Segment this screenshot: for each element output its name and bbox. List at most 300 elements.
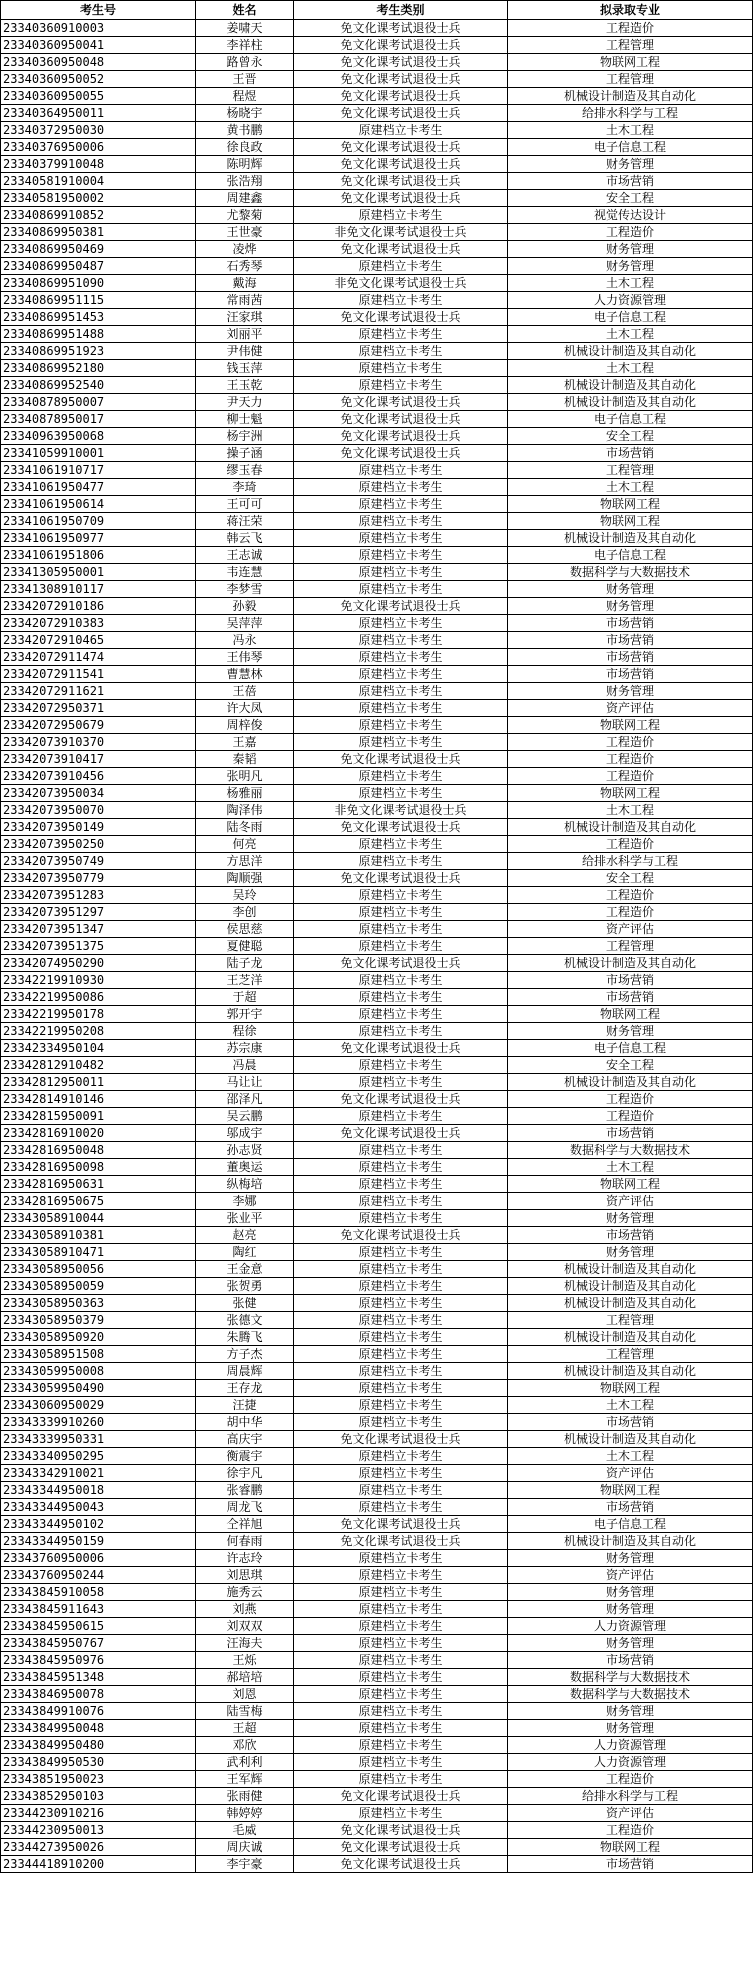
exam-id-cell: 23340963950068 (1, 428, 196, 445)
exam-id-cell: 23340869951115 (1, 292, 196, 309)
category-cell: 原建档立卡考生 (294, 1074, 508, 1091)
name-cell: 仝祥旭 (196, 1516, 294, 1533)
category-cell: 原建档立卡考生 (294, 1414, 508, 1431)
exam-id-cell: 23340360950048 (1, 54, 196, 71)
name-cell: 李琦 (196, 479, 294, 496)
major-cell: 市场营销 (508, 1227, 753, 1244)
name-cell: 许志玲 (196, 1550, 294, 1567)
major-cell: 市场营销 (508, 989, 753, 1006)
exam-id-cell: 23343849950480 (1, 1737, 196, 1754)
exam-id-cell: 23343845950976 (1, 1652, 196, 1669)
major-cell: 工程造价 (508, 1771, 753, 1788)
category-cell: 原建档立卡考生 (294, 700, 508, 717)
table-row (1, 1380, 753, 1397)
exam-id-cell: 23343344950159 (1, 1533, 196, 1550)
category-cell: 原建档立卡考生 (294, 734, 508, 751)
major-cell: 财务管理 (508, 1244, 753, 1261)
table-row (1, 734, 753, 751)
exam-id-cell: 23340869952540 (1, 377, 196, 394)
name-cell: 张雨健 (196, 1788, 294, 1805)
category-cell: 原建档立卡考生 (294, 581, 508, 598)
category-cell: 免文化课考试退役士兵 (294, 1125, 508, 1142)
category-cell: 原建档立卡考生 (294, 1601, 508, 1618)
name-cell: 汪海夫 (196, 1635, 294, 1652)
name-cell: 王蓓 (196, 683, 294, 700)
name-cell: 姜啸天 (196, 20, 294, 37)
major-cell: 财务管理 (508, 1210, 753, 1227)
exam-id-cell: 23344230950013 (1, 1822, 196, 1839)
major-cell: 市场营销 (508, 649, 753, 666)
major-cell: 财务管理 (508, 1023, 753, 1040)
major-cell: 市场营销 (508, 972, 753, 989)
major-cell: 安全工程 (508, 870, 753, 887)
exam-id-cell: 23340581910004 (1, 173, 196, 190)
table-row (1, 445, 753, 462)
exam-id-cell: 23342219950178 (1, 1006, 196, 1023)
table-row (1, 1788, 753, 1805)
name-cell: 夏健聪 (196, 938, 294, 955)
table-row (1, 258, 753, 275)
category-cell: 原建档立卡考生 (294, 122, 508, 139)
name-cell: 戴海 (196, 275, 294, 292)
category-cell: 原建档立卡考生 (294, 564, 508, 581)
category-cell: 免文化课考试退役士兵 (294, 139, 508, 156)
name-cell: 汪家琪 (196, 309, 294, 326)
name-cell: 许大凤 (196, 700, 294, 717)
category-cell: 免文化课考试退役士兵 (294, 54, 508, 71)
exam-id-cell: 23343339950331 (1, 1431, 196, 1448)
name-cell: 冯永 (196, 632, 294, 649)
table-row (1, 462, 753, 479)
exam-id-cell: 23340360950055 (1, 88, 196, 105)
table-row (1, 1754, 753, 1771)
header-category: 考生类别 (294, 1, 508, 20)
category-cell: 免文化课考试退役士兵 (294, 1516, 508, 1533)
exam-id-cell: 23342073951297 (1, 904, 196, 921)
category-cell: 原建档立卡考生 (294, 496, 508, 513)
name-cell: 尹伟健 (196, 343, 294, 360)
exam-id-cell: 23341061950477 (1, 479, 196, 496)
name-cell: 李祥柱 (196, 37, 294, 54)
exam-id-cell: 23341061910717 (1, 462, 196, 479)
exam-id-cell: 23343059950490 (1, 1380, 196, 1397)
table-row (1, 360, 753, 377)
table-row (1, 1533, 753, 1550)
category-cell: 原建档立卡考生 (294, 530, 508, 547)
table-row (1, 292, 753, 309)
header-row (1, 1, 753, 20)
table-row (1, 428, 753, 445)
exam-id-cell: 23342812950011 (1, 1074, 196, 1091)
name-cell: 程徐 (196, 1023, 294, 1040)
exam-id-cell: 23344273950026 (1, 1839, 196, 1856)
major-cell: 财务管理 (508, 241, 753, 258)
major-cell: 给排水科学与工程 (508, 105, 753, 122)
major-cell: 市场营销 (508, 445, 753, 462)
table-row (1, 632, 753, 649)
major-cell: 机械设计制造及其自动化 (508, 1329, 753, 1346)
category-cell: 免文化课考试退役士兵 (294, 1091, 508, 1108)
name-cell: 刘思琪 (196, 1567, 294, 1584)
name-cell: 胡中华 (196, 1414, 294, 1431)
category-cell: 原建档立卡考生 (294, 785, 508, 802)
major-cell: 市场营销 (508, 173, 753, 190)
table-row (1, 1108, 753, 1125)
name-cell: 何亮 (196, 836, 294, 853)
exam-id-cell: 23342072950371 (1, 700, 196, 717)
name-cell: 侯思慈 (196, 921, 294, 938)
category-cell: 原建档立卡考生 (294, 258, 508, 275)
table-row (1, 513, 753, 530)
major-cell: 数据科学与大数据技术 (508, 1142, 753, 1159)
name-cell: 吴萍萍 (196, 615, 294, 632)
major-cell: 资产评估 (508, 700, 753, 717)
exam-id-cell: 23340379910048 (1, 156, 196, 173)
table-row (1, 1720, 753, 1737)
name-cell: 李娜 (196, 1193, 294, 1210)
category-cell: 原建档立卡考生 (294, 1329, 508, 1346)
category-cell: 原建档立卡考生 (294, 1771, 508, 1788)
table-row (1, 615, 753, 632)
major-cell: 物联网工程 (508, 496, 753, 513)
exam-id-cell: 23342814910146 (1, 1091, 196, 1108)
table-row (1, 1244, 753, 1261)
header-major: 拟录取专业 (508, 1, 753, 20)
exam-id-cell: 23343058950363 (1, 1295, 196, 1312)
category-cell: 原建档立卡考生 (294, 1465, 508, 1482)
category-cell: 原建档立卡考生 (294, 853, 508, 870)
category-cell: 原建档立卡考生 (294, 989, 508, 1006)
major-cell: 给排水科学与工程 (508, 853, 753, 870)
major-cell: 给排水科学与工程 (508, 1788, 753, 1805)
exam-id-cell: 23340869951090 (1, 275, 196, 292)
name-cell: 王嘉 (196, 734, 294, 751)
major-cell: 工程管理 (508, 71, 753, 88)
category-cell: 免文化课考试退役士兵 (294, 1040, 508, 1057)
category-cell: 免文化课考试退役士兵 (294, 870, 508, 887)
name-cell: 张业平 (196, 1210, 294, 1227)
name-cell: 缪玉春 (196, 462, 294, 479)
name-cell: 徐良政 (196, 139, 294, 156)
category-cell: 原建档立卡考生 (294, 1737, 508, 1754)
major-cell: 土木工程 (508, 802, 753, 819)
exam-id-cell: 23342074950290 (1, 955, 196, 972)
category-cell: 原建档立卡考生 (294, 547, 508, 564)
table-row (1, 122, 753, 139)
major-cell: 电子信息工程 (508, 411, 753, 428)
table-row (1, 1346, 753, 1363)
major-cell: 安全工程 (508, 428, 753, 445)
major-cell: 土木工程 (508, 326, 753, 343)
name-cell: 赵亮 (196, 1227, 294, 1244)
category-cell: 原建档立卡考生 (294, 1210, 508, 1227)
category-cell: 原建档立卡考生 (294, 666, 508, 683)
exam-id-cell: 23343058951508 (1, 1346, 196, 1363)
name-cell: 韦连慧 (196, 564, 294, 581)
category-cell: 原建档立卡考生 (294, 479, 508, 496)
major-cell: 土木工程 (508, 122, 753, 139)
exam-id-cell: 23342073950149 (1, 819, 196, 836)
exam-id-cell: 23340581950002 (1, 190, 196, 207)
name-cell: 李创 (196, 904, 294, 921)
major-cell: 资产评估 (508, 921, 753, 938)
table-row (1, 1686, 753, 1703)
table-row (1, 1635, 753, 1652)
major-cell: 人力资源管理 (508, 1737, 753, 1754)
major-cell: 电子信息工程 (508, 139, 753, 156)
table-row (1, 1822, 753, 1839)
major-cell: 机械设计制造及其自动化 (508, 1431, 753, 1448)
table-row (1, 88, 753, 105)
category-cell: 非免文化课考试退役士兵 (294, 802, 508, 819)
major-cell: 财务管理 (508, 258, 753, 275)
category-cell: 免文化课考试退役士兵 (294, 1227, 508, 1244)
major-cell: 数据科学与大数据技术 (508, 564, 753, 581)
table-row (1, 1023, 753, 1040)
table-row (1, 989, 753, 1006)
category-cell: 原建档立卡考生 (294, 1244, 508, 1261)
name-cell: 刘恩 (196, 1686, 294, 1703)
category-cell: 非免文化课考试退役士兵 (294, 275, 508, 292)
major-cell: 市场营销 (508, 632, 753, 649)
category-cell: 免文化课考试退役士兵 (294, 1788, 508, 1805)
name-cell: 纵梅培 (196, 1176, 294, 1193)
exam-id-cell: 23342816950675 (1, 1193, 196, 1210)
table-row (1, 1176, 753, 1193)
table-row (1, 156, 753, 173)
category-cell: 原建档立卡考生 (294, 360, 508, 377)
name-cell: 程煜 (196, 88, 294, 105)
name-cell: 王金意 (196, 1261, 294, 1278)
exam-id-cell: 23340360950052 (1, 71, 196, 88)
exam-id-cell: 23343760950244 (1, 1567, 196, 1584)
category-cell: 原建档立卡考生 (294, 1380, 508, 1397)
major-cell: 工程造价 (508, 224, 753, 241)
category-cell: 原建档立卡考生 (294, 921, 508, 938)
exam-id-cell: 23341059910001 (1, 445, 196, 462)
table-row (1, 1210, 753, 1227)
category-cell: 原建档立卡考生 (294, 1023, 508, 1040)
name-cell: 汪捷 (196, 1397, 294, 1414)
name-cell: 尤黎菊 (196, 207, 294, 224)
major-cell: 财务管理 (508, 1601, 753, 1618)
name-cell: 王烁 (196, 1652, 294, 1669)
table-row (1, 275, 753, 292)
category-cell: 原建档立卡考生 (294, 1754, 508, 1771)
category-cell: 原建档立卡考生 (294, 1397, 508, 1414)
category-cell: 免文化课考试退役士兵 (294, 190, 508, 207)
category-cell: 免文化课考试退役士兵 (294, 394, 508, 411)
exam-id-cell: 23340376950006 (1, 139, 196, 156)
header-exam-id: 考生号 (1, 1, 196, 20)
exam-id-cell: 23342072911474 (1, 649, 196, 666)
exam-id-cell: 23340869952180 (1, 360, 196, 377)
major-cell: 人力资源管理 (508, 292, 753, 309)
major-cell: 工程造价 (508, 734, 753, 751)
table-row (1, 224, 753, 241)
name-cell: 徐宇凡 (196, 1465, 294, 1482)
major-cell: 安全工程 (508, 190, 753, 207)
name-cell: 李宇豪 (196, 1856, 294, 1873)
major-cell: 工程造价 (508, 904, 753, 921)
name-cell: 武利利 (196, 1754, 294, 1771)
exam-id-cell: 23340869951923 (1, 343, 196, 360)
category-cell: 原建档立卡考生 (294, 1805, 508, 1822)
table-row (1, 547, 753, 564)
exam-id-cell: 23344230910216 (1, 1805, 196, 1822)
major-cell: 机械设计制造及其自动化 (508, 377, 753, 394)
category-cell: 原建档立卡考生 (294, 513, 508, 530)
name-cell: 陶红 (196, 1244, 294, 1261)
major-cell: 视觉传达设计 (508, 207, 753, 224)
name-cell: 孙毅 (196, 598, 294, 615)
table-row (1, 1057, 753, 1074)
table-row (1, 1652, 753, 1669)
table-row (1, 1737, 753, 1754)
name-cell: 郭开宇 (196, 1006, 294, 1023)
table-row (1, 190, 753, 207)
major-cell: 物联网工程 (508, 54, 753, 71)
category-cell: 原建档立卡考生 (294, 1618, 508, 1635)
category-cell: 原建档立卡考生 (294, 1006, 508, 1023)
name-cell: 韩婷婷 (196, 1805, 294, 1822)
exam-id-cell: 23342334950104 (1, 1040, 196, 1057)
category-cell: 免文化课考试退役士兵 (294, 445, 508, 462)
exam-id-cell: 23342073951347 (1, 921, 196, 938)
table-row (1, 921, 753, 938)
category-cell: 原建档立卡考生 (294, 1346, 508, 1363)
category-cell: 原建档立卡考生 (294, 887, 508, 904)
major-cell: 人力资源管理 (508, 1618, 753, 1635)
major-cell: 机械设计制造及其自动化 (508, 1533, 753, 1550)
category-cell: 原建档立卡考生 (294, 1499, 508, 1516)
name-cell: 施秀云 (196, 1584, 294, 1601)
major-cell: 机械设计制造及其自动化 (508, 1261, 753, 1278)
table-row (1, 870, 753, 887)
major-cell: 土木工程 (508, 1159, 753, 1176)
major-cell: 土木工程 (508, 1397, 753, 1414)
exam-id-cell: 23343058950379 (1, 1312, 196, 1329)
major-cell: 工程管理 (508, 1312, 753, 1329)
table-row (1, 700, 753, 717)
name-cell: 韩云飞 (196, 530, 294, 547)
exam-id-cell: 23340372950030 (1, 122, 196, 139)
category-cell: 免文化课考试退役士兵 (294, 105, 508, 122)
category-cell: 免文化课考试退役士兵 (294, 71, 508, 88)
exam-id-cell: 23342072910465 (1, 632, 196, 649)
exam-id-cell: 23342816950098 (1, 1159, 196, 1176)
category-cell: 原建档立卡考生 (294, 1720, 508, 1737)
category-cell: 原建档立卡考生 (294, 1278, 508, 1295)
name-cell: 刘燕 (196, 1601, 294, 1618)
name-cell: 何春雨 (196, 1533, 294, 1550)
exam-id-cell: 23340869951488 (1, 326, 196, 343)
name-cell: 刘双双 (196, 1618, 294, 1635)
category-cell: 免文化课考试退役士兵 (294, 1839, 508, 1856)
major-cell: 市场营销 (508, 615, 753, 632)
name-cell: 高庆宇 (196, 1431, 294, 1448)
major-cell: 市场营销 (508, 1856, 753, 1873)
category-cell: 免文化课考试退役士兵 (294, 37, 508, 54)
name-cell: 朱腾飞 (196, 1329, 294, 1346)
name-cell: 陆雪梅 (196, 1703, 294, 1720)
category-cell: 原建档立卡考生 (294, 768, 508, 785)
exam-id-cell: 23342073951283 (1, 887, 196, 904)
major-cell: 物联网工程 (508, 1176, 753, 1193)
table-row (1, 1329, 753, 1346)
table-row (1, 139, 753, 156)
exam-id-cell: 23340869950381 (1, 224, 196, 241)
name-cell: 周龙飞 (196, 1499, 294, 1516)
table-row (1, 836, 753, 853)
exam-id-cell: 23340869951453 (1, 309, 196, 326)
major-cell: 物联网工程 (508, 513, 753, 530)
category-cell: 原建档立卡考生 (294, 326, 508, 343)
table-row (1, 71, 753, 88)
table-row (1, 1193, 753, 1210)
exam-id-cell: 23340869950469 (1, 241, 196, 258)
category-cell: 原建档立卡考生 (294, 207, 508, 224)
major-cell: 市场营销 (508, 1499, 753, 1516)
category-cell: 免文化课考试退役士兵 (294, 751, 508, 768)
name-cell: 凌烨 (196, 241, 294, 258)
major-cell: 财务管理 (508, 1703, 753, 1720)
major-cell: 数据科学与大数据技术 (508, 1669, 753, 1686)
major-cell: 机械设计制造及其自动化 (508, 955, 753, 972)
major-cell: 财务管理 (508, 1635, 753, 1652)
category-cell: 原建档立卡考生 (294, 1159, 508, 1176)
category-cell: 原建档立卡考生 (294, 717, 508, 734)
table-row (1, 20, 753, 37)
exam-id-cell: 23343760950006 (1, 1550, 196, 1567)
major-cell: 资产评估 (508, 1193, 753, 1210)
exam-id-cell: 23342073950779 (1, 870, 196, 887)
exam-id-cell: 23341061950709 (1, 513, 196, 530)
exam-id-cell: 23342073950034 (1, 785, 196, 802)
category-cell: 原建档立卡考生 (294, 1652, 508, 1669)
exam-id-cell: 23340360950041 (1, 37, 196, 54)
name-cell: 王存龙 (196, 1380, 294, 1397)
name-cell: 王军辉 (196, 1771, 294, 1788)
name-cell: 毛威 (196, 1822, 294, 1839)
name-cell: 石秀琴 (196, 258, 294, 275)
table-row (1, 1431, 753, 1448)
table-row (1, 1040, 753, 1057)
major-cell: 工程造价 (508, 768, 753, 785)
exam-id-cell: 23342816950631 (1, 1176, 196, 1193)
exam-id-cell: 23343058910471 (1, 1244, 196, 1261)
table-row (1, 1142, 753, 1159)
table-row (1, 496, 753, 513)
name-cell: 尹天力 (196, 394, 294, 411)
table-row (1, 173, 753, 190)
major-cell: 机械设计制造及其自动化 (508, 819, 753, 836)
exam-id-cell: 23341061950614 (1, 496, 196, 513)
table-row (1, 768, 753, 785)
name-cell: 曹慧林 (196, 666, 294, 683)
name-cell: 操子涵 (196, 445, 294, 462)
category-cell: 免文化课考试退役士兵 (294, 411, 508, 428)
major-cell: 机械设计制造及其自动化 (508, 394, 753, 411)
exam-id-cell: 23341305950001 (1, 564, 196, 581)
exam-id-cell: 23342073910417 (1, 751, 196, 768)
category-cell: 原建档立卡考生 (294, 1703, 508, 1720)
exam-id-cell: 23343849910076 (1, 1703, 196, 1720)
table-row (1, 1584, 753, 1601)
table-row (1, 683, 753, 700)
exam-id-cell: 23343339910260 (1, 1414, 196, 1431)
name-cell: 陈明辉 (196, 156, 294, 173)
